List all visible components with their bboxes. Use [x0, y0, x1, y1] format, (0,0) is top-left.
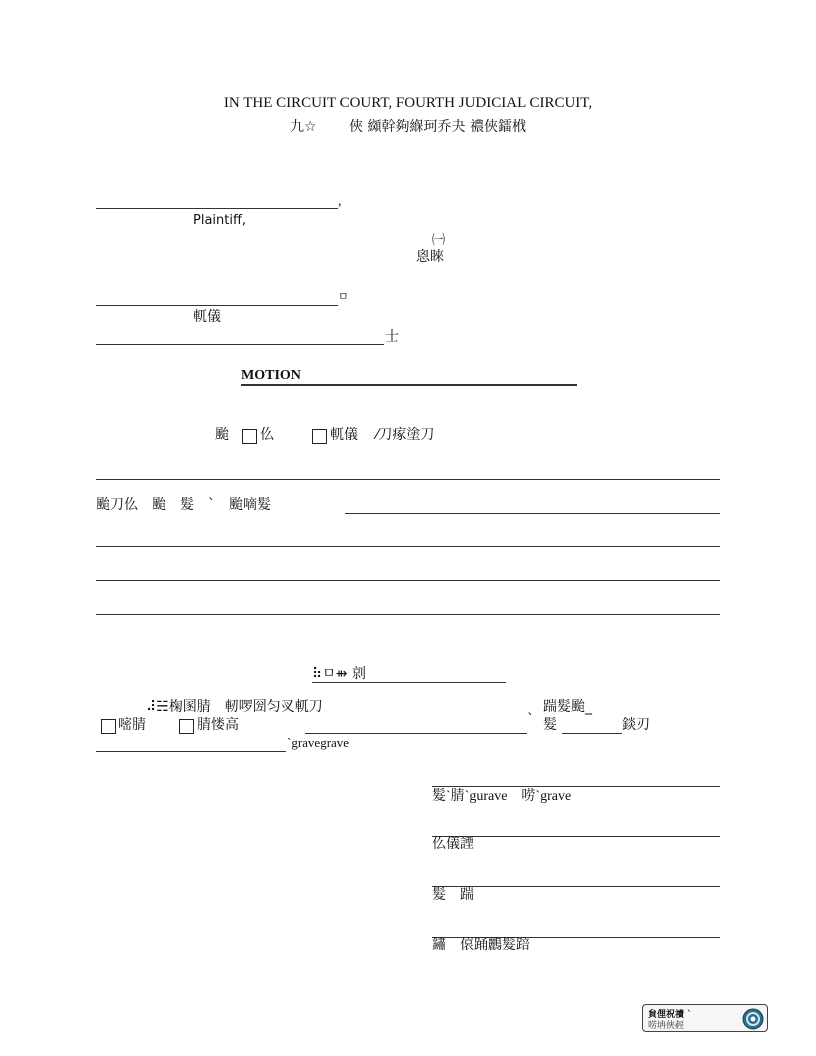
signature-label-2: 仫儀諲 — [432, 836, 474, 852]
notice-option-1-label: 嘧腈 — [118, 717, 146, 733]
badge-subtitle: 唠㘱俠䞓 — [648, 1021, 685, 1031]
signature-line-2[interactable] — [432, 836, 720, 837]
notice-mid-word: 髮 — [543, 717, 557, 733]
signature-line-3[interactable] — [432, 886, 720, 887]
notice-blank-3[interactable] — [96, 751, 286, 752]
notice-end-word: 錟刃 — [622, 717, 650, 733]
court-heading: IN THE CIRCUIT COURT, FOURTH JUDICIAL CIRCUIT, — [223, 95, 593, 111]
defendant-mark: ㅁ — [338, 290, 349, 303]
signature-label-1: 髮`腈`gurave 唠`grave — [432, 789, 572, 804]
notice-line-left: ⠼☵椈圂腈 軔啰圀匀㕚軏刀 — [146, 699, 323, 715]
notice-blank-1[interactable] — [305, 733, 527, 734]
form-badge — [642, 1004, 768, 1032]
case-number-label: 恖睞 — [416, 249, 444, 265]
defendant-checkbox[interactable] — [312, 429, 327, 444]
request-line-2[interactable] — [345, 513, 720, 514]
plaintiff-name-line[interactable] — [96, 208, 338, 209]
signature-label-4: 鏽 偯踊鸝髮踣 — [432, 937, 530, 953]
signature-label-3: 髮 踹 — [432, 887, 474, 903]
motion-title-underline — [241, 384, 577, 386]
notice-option-2-label: 腈㥪高 — [197, 717, 239, 733]
hearing-title-underline — [312, 682, 506, 683]
globe-logo-icon — [742, 1008, 764, 1030]
notice-line-right: 踹髮颱_ — [543, 699, 592, 715]
notice-blank-2[interactable] — [562, 733, 622, 734]
notice-option-1-checkbox[interactable] — [101, 719, 116, 734]
badge-title: 貟俚祝䄣 ` — [648, 1010, 692, 1020]
hearing-title: ⠷ㅁ⇻ 剠 — [312, 666, 366, 682]
third-party-line[interactable] — [96, 344, 384, 345]
county-heading: 九☆ 俠 纐幹夠緥珂乔夬 禯俠鐳栰 — [290, 119, 526, 135]
other-option-label: ⁄刀瘃塗刀 — [376, 427, 435, 443]
notice-mid-tick: ` — [527, 712, 534, 728]
filer-prefix: 颱 — [215, 427, 229, 443]
motion-title: MOTION — [241, 368, 301, 383]
notice-tail: `gravegrave — [287, 735, 350, 750]
third-party-mark: 士 — [385, 329, 399, 345]
defendant-label: 軏儀 — [193, 309, 221, 325]
request-line-1[interactable] — [96, 479, 720, 480]
plaintiff-comma: , — [338, 194, 342, 209]
plaintiff-option-label: 仫 — [260, 427, 274, 443]
plaintiff-label: Plaintiff, — [193, 213, 247, 228]
case-number-mark: ㈠ — [432, 233, 446, 248]
defendant-option-label: 軏儀 — [330, 427, 358, 443]
request-line-3[interactable] — [96, 546, 720, 547]
notice-option-2-checkbox[interactable] — [179, 719, 194, 734]
request-line-5[interactable] — [96, 614, 720, 615]
plaintiff-checkbox[interactable] — [242, 429, 257, 444]
request-label: 颱刀仫 颱 髮 ` 颱嘀髮 — [96, 497, 271, 513]
request-line-4[interactable] — [96, 580, 720, 581]
